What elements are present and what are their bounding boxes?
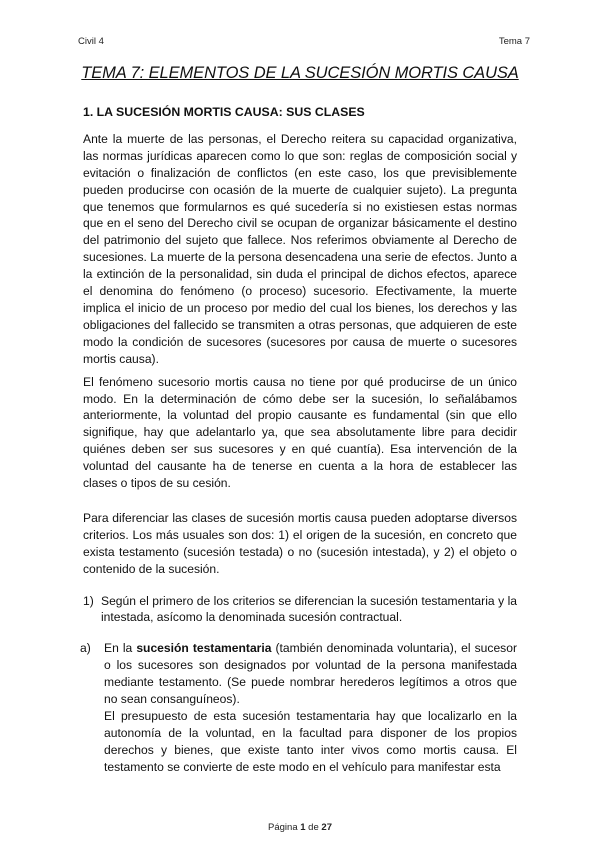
list-item-a-paragraph-1 xyxy=(104,640,517,708)
list-item-a-lead: En la xyxy=(104,641,137,656)
document-title: TEMA 7: ELEMENTOS DE LA SUCESIÓN MORTIS CAUSA xyxy=(81,64,519,82)
section-heading: 1. LA SUCESIÓN MORTIS CAUSA: SUS CLASES xyxy=(83,105,365,119)
header-course: Civil 4 xyxy=(78,36,104,47)
header-topic: Tema 7 xyxy=(498,36,530,47)
document-body xyxy=(80,104,517,776)
list-item-1 xyxy=(83,593,517,627)
list-item-1-number: 1) xyxy=(83,593,94,608)
paragraph-2: El fenómeno sucesorio mortis causa no tiene por qué producirse de un único modo. En la determinación de cómo debe ser la sucesión, lo señalábamos anteriormente, la voluntad del propio causante es fundamental (sin que ello signifique, hay que adelantarlo ya, que sea absolutamente libre para decidir quiénes deben ser sus sucesores y en qué cuantía). Esa intervención de la voluntad del causante ha de tenerse en cuenta a la hora de establecer las clases o tipos de su cesión. xyxy=(83,374,517,491)
footer-page-number: 1 xyxy=(300,822,306,833)
paragraph-3: Para diferenciar las clases de sucesión mortis causa pueden adoptarse diversos criterios. Los más usuales son dos: 1) el origen de la sucesión, en concreto que exista testamento (sucesión testada) o no (sucesión intestada), y 2) el objeto o contenido de la sucesión. xyxy=(83,510,517,576)
list-item-1-text: Según el primero de los criterios se diferencian la sucesión testamentaria y la intestada, asícomo la denominada sucesión contractual. xyxy=(101,593,517,625)
paragraph-1: Ante la muerte de las personas, el Derecho reitera su capacidad organizativa, las normas jurídicas aparecen como lo que son: reglas de composición social y evitación o finalización de conflictos (en este caso, los que previsiblemente pueden producirse con ocasión de la muerte de cualquier sujeto). La pregunta que tenemos que formularnos es qué sucedería si no existiesen estas normas que en el seno del Derecho civil se ocupan de organizar básicamente el destino del patrimonio del sujeto que fallece. Nos referimos obviamente al Derecho de sucesiones. La muerte de la persona desencadena una serie de efectos. Junto a la extinción de la personalidad, sin duda el principal de dichos efectos, aparece el denomina do fenómeno (o proceso) sucesorio. Efectivamente, la muerte implica el inicio de un proceso por medio del cual los bienes, los derechos y las obligaciones del fallecido se transmiten a otras personas, que adquieren de este modo la condición de sucesores (sucesores por causa de muerte o sucesores mortis causa). xyxy=(83,131,517,366)
footer-prefix: Página xyxy=(268,822,301,833)
term-sucesion-testamentaria: sucesión testamentaria xyxy=(136,641,272,656)
list-item-a-paragraph-2: El presupuesto de esta sucesión testamentaria hay que localizarlo en la autonomía de la voluntad, en la facultad para disponer de los propios derechos y bienes, que existe tanto inter vivos como mortis causa. El testamento se convierte de este modo en el vehículo para manifestar esta xyxy=(104,709,517,774)
list-item-a-definition: (también denominada voluntaria), el sucesor o los sucesores son designados por voluntad de la persona manifestada mediante testamento. (Se puede nombrar herederos legítimos a otros que no sean consanguíneos). xyxy=(104,641,517,707)
list-item-a xyxy=(80,640,517,775)
list-item-a-letter: a) xyxy=(80,641,91,656)
footer-middle: de xyxy=(305,822,322,833)
footer-page-total: 27 xyxy=(321,822,332,833)
page-footer xyxy=(0,822,600,833)
